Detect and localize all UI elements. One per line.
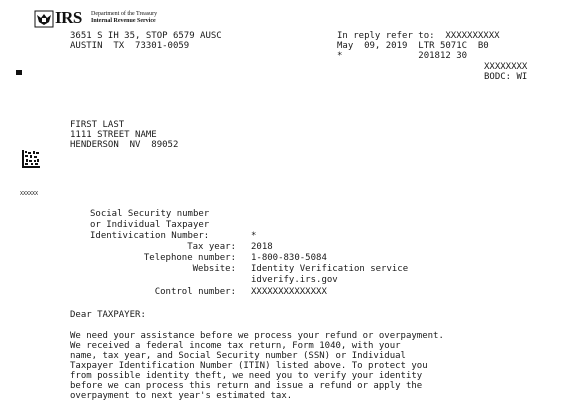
website-service-name: Identity Verification service [251, 264, 409, 274]
agency-name [91, 11, 157, 24]
margin-marker [16, 70, 22, 75]
eagle-icon [34, 10, 54, 28]
ssn-value: * [251, 231, 257, 241]
body-line: before we can process this return and issue a refund or apply the [70, 381, 423, 391]
recipient-name: FIRST LAST [70, 120, 125, 130]
telephone-label: Telephone number: [143, 253, 236, 263]
agency-line: Internal Revenue Service [91, 17, 156, 24]
reply-code-line: * 201812 30 [337, 51, 468, 61]
greeting: Dear TAXPAYER: [70, 310, 146, 320]
letter-date-line: May 09, 2019 LTR 5071C B0 [337, 41, 489, 51]
reply-id: XXXXXXXX [484, 62, 528, 72]
department-line: Department of the Treasury [91, 11, 158, 17]
control-number-label: Control number: [154, 287, 236, 297]
control-number-value: XXXXXXXXXXXXXX [251, 287, 327, 297]
irs-wordmark: IRS [55, 8, 82, 27]
recipient-street: 1111 STREET NAME [70, 130, 157, 140]
tax-year-label: Tax year: [187, 242, 236, 252]
website-label: Website: [192, 264, 236, 274]
telephone-value: 1-800-830-5084 [251, 253, 327, 263]
body-line: Taxpayer Identification Number (ITIN) listed above. To protect you [70, 361, 428, 371]
document-code: XXXXXX [20, 191, 39, 197]
body-line: overpayment to next year's estimated tax. [70, 391, 293, 401]
body-line: name, tax year, and Social Security number (SSN) or Individual [70, 351, 406, 361]
irs-address-line-1: 3651 S IH 35, STOP 6579 AUSC [70, 31, 222, 41]
reply-reference: In reply refer to: XXXXXXXXXX [337, 31, 500, 41]
body-line: We need your assistance before we process your refund or overpayment. [70, 331, 444, 341]
barcode-icon [22, 150, 40, 168]
irs-address-line-2: AUSTIN TX 73301-0059 [70, 41, 190, 51]
tax-year-value: 2018 [251, 242, 273, 252]
bodc-code: BODC: WI [484, 72, 528, 82]
body-line: from possible identity theft, we need you to verify your identity [70, 371, 423, 381]
ssn-label-line-1: Social Security number [90, 209, 210, 219]
ssn-label-line-3: Identivication Number: [90, 231, 210, 241]
website-url[interactable]: idverify.irs.gov [251, 275, 338, 285]
body-line: We received a federal income tax return, Form 1040, with your [70, 341, 401, 351]
recipient-city: HENDERSON NV 89052 [70, 140, 179, 150]
ssn-label-line-2: or Individual Taxpayer [90, 220, 210, 230]
